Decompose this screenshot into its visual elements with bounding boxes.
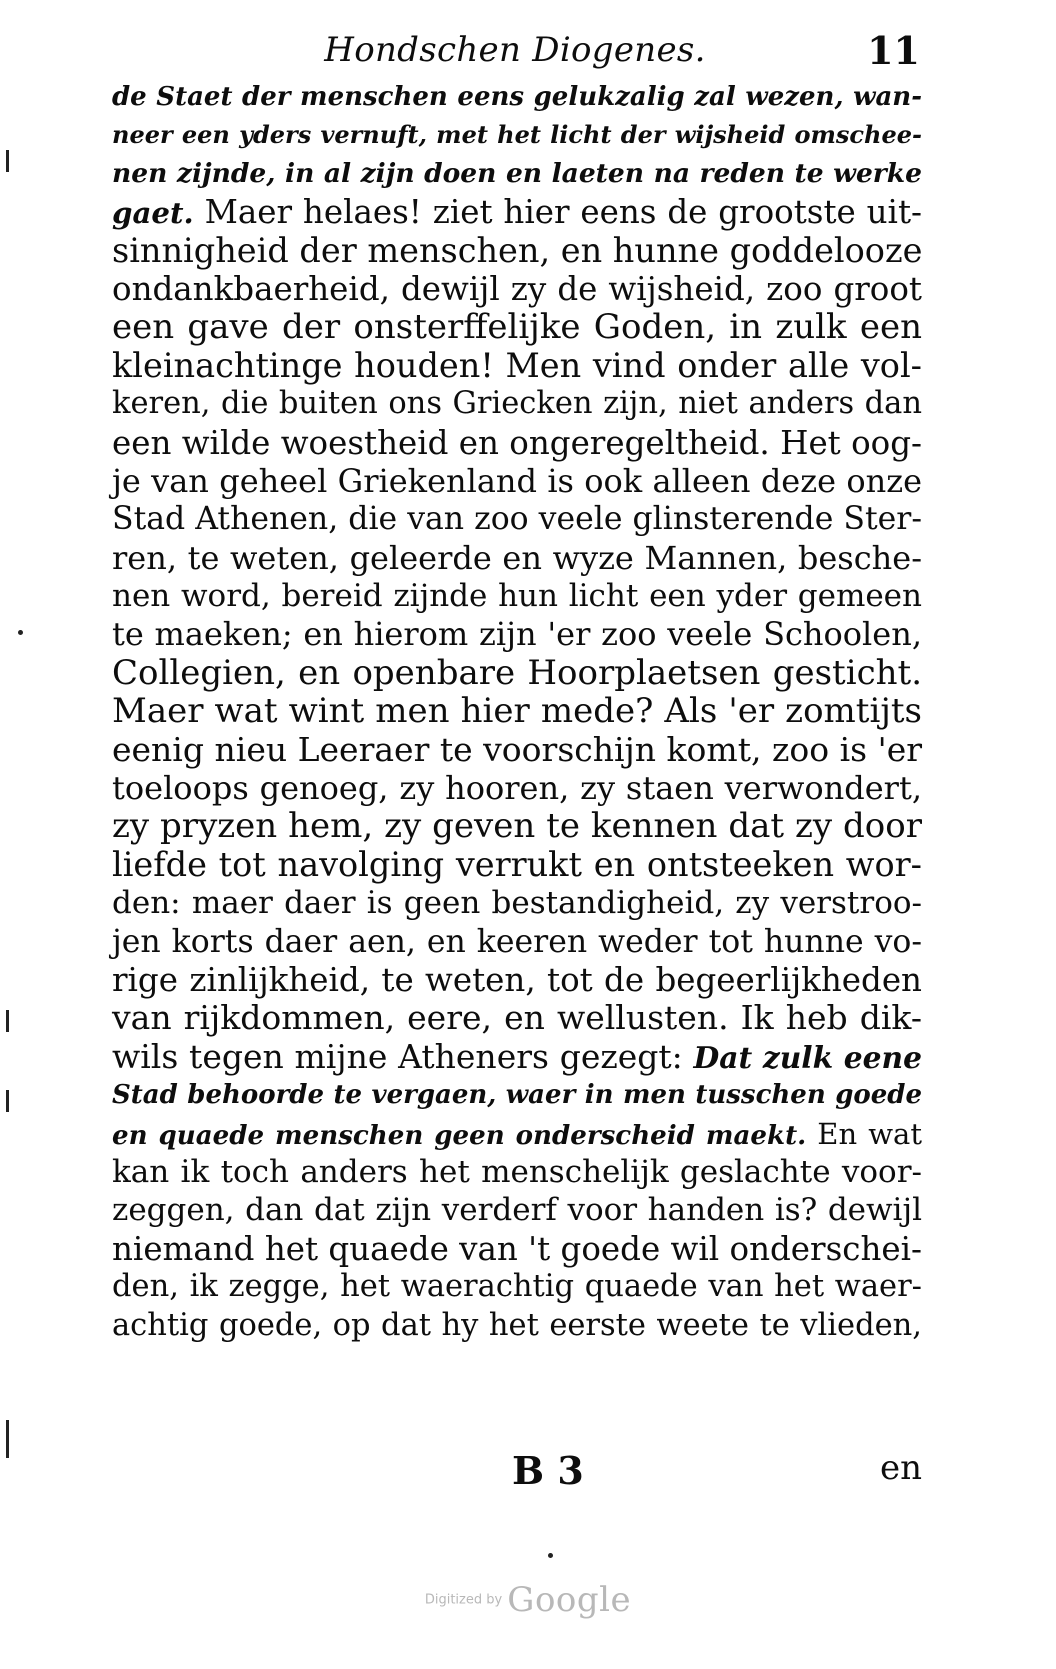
roman-segment: Maer helaes! ziet hier eens de grootste uit- bbox=[193, 193, 922, 232]
text-line: toeloops genoeg, zy hooren, zy staen verwondert, bbox=[112, 769, 922, 808]
scan-dot bbox=[18, 630, 23, 635]
watermark-small-text: Digitized by bbox=[424, 1592, 503, 1608]
catchword: en bbox=[879, 1448, 922, 1488]
text-line: de Staet der menschen eens gelukzalig zal wezen, wan- bbox=[112, 82, 922, 112]
text-line: neer een yders vernuft, met het licht der wijsheid omschee- bbox=[112, 120, 922, 150]
scan-edge-mark bbox=[6, 1090, 9, 1112]
text-line: Collegien, en openbare Hoorplaetsen gesticht. bbox=[112, 652, 922, 693]
text-line: nen word, bereid zijnde hun licht een yder gemeen bbox=[112, 578, 922, 615]
text-line: jen korts daer aen, en keeren weder tot hunne vo- bbox=[112, 923, 922, 960]
text-line: den: maer daer is geen bestandigheid, zy verstroo- bbox=[112, 885, 922, 922]
text-line bbox=[112, 1115, 922, 1153]
scan-dot bbox=[548, 1553, 553, 1558]
text-line: te maeken; en hierom zijn 'er zoo veele Schoolen, bbox=[112, 615, 922, 654]
text-line: nen zijnde, in al zijn doen en laeten na reden te werke bbox=[112, 157, 922, 189]
italic-segment: en quaede menschen geen onderscheid maekt. bbox=[112, 1119, 807, 1151]
running-head: Hondschen Diogenes. bbox=[324, 30, 706, 70]
scan-edge-mark bbox=[6, 1420, 9, 1458]
text-line: sinnigheid der menschen, en hunne goddelooze bbox=[112, 230, 923, 270]
text-line: zy pryzen hem, zy geven te kennen dat zy door bbox=[112, 806, 922, 847]
italic-segment: gaet. bbox=[112, 196, 194, 231]
text-line: Maer wat wint men hier mede? Als 'er zomtijts bbox=[112, 691, 922, 732]
scan-edge-mark bbox=[6, 150, 9, 172]
text-line: liefde tot navolging verrukt en ontsteeken wor- bbox=[112, 844, 922, 884]
scan-edge-mark bbox=[6, 1010, 9, 1032]
text-line: keren, die buiten ons Griecken zijn, niet anders dan bbox=[112, 386, 922, 422]
text-line: ren, te weten, geleerde en wyze Mannen, besche- bbox=[112, 538, 922, 577]
text-line: niemand het quaede van 't goede wil onderschei- bbox=[112, 1229, 922, 1268]
digitized-watermark bbox=[0, 1580, 1056, 1620]
text-line: van rijkdommen, eere, en wellusten. Ik heb dik- bbox=[112, 998, 922, 1038]
text-line: Stad behoorde te vergaen, waer in men tusschen goede bbox=[112, 1080, 922, 1111]
text-line: je van geheel Griekenland is ook alleen deze onze bbox=[112, 461, 922, 500]
roman-segment: wils tegen mijne Atheners gezegt: bbox=[112, 1036, 694, 1076]
text-line: achtig goede, op dat hy het eerste weete te vlieden, bbox=[112, 1307, 922, 1343]
body-text bbox=[112, 78, 922, 1345]
page-number: 11 bbox=[867, 28, 920, 73]
text-line: rige zinlijkheid, te weten, tot de begeerlijkheden bbox=[112, 960, 922, 999]
text-line: ondankbaerheid, dewijl zy de wijsheid, zoo groot bbox=[112, 269, 922, 308]
text-line: kan ik toch anders het menschelijk geslachte voor- bbox=[112, 1153, 922, 1190]
page-header bbox=[110, 30, 920, 80]
text-line: Stad Athenen, die van zoo veele glinsterende Ster- bbox=[112, 501, 922, 538]
text-line: eenig nieu Leeraer te voorschijn komt, zoo is 'er bbox=[112, 729, 922, 769]
signature-mark: B 3 bbox=[512, 1448, 584, 1493]
text-line: den, ik zegge, het waerachtig quaede van het waer- bbox=[112, 1269, 922, 1305]
watermark-logo-text: Google bbox=[507, 1580, 632, 1620]
text-line bbox=[112, 193, 922, 231]
text-line: een gave der onsterffelijke Goden, in zulk een bbox=[112, 307, 922, 348]
page-footer bbox=[112, 1448, 922, 1498]
text-line bbox=[112, 1038, 922, 1076]
italic-segment: Dat zulk eene bbox=[693, 1040, 922, 1076]
text-line: zeggen, dan dat zijn verderf voor handen is? dewijl bbox=[112, 1192, 922, 1229]
roman-segment: En wat bbox=[806, 1116, 922, 1151]
text-line: kleinachtinge houden! Men vind onder alle vol- bbox=[112, 345, 922, 385]
text-line: een wilde woestheid en ongeregeltheid. Het oog- bbox=[112, 423, 922, 462]
